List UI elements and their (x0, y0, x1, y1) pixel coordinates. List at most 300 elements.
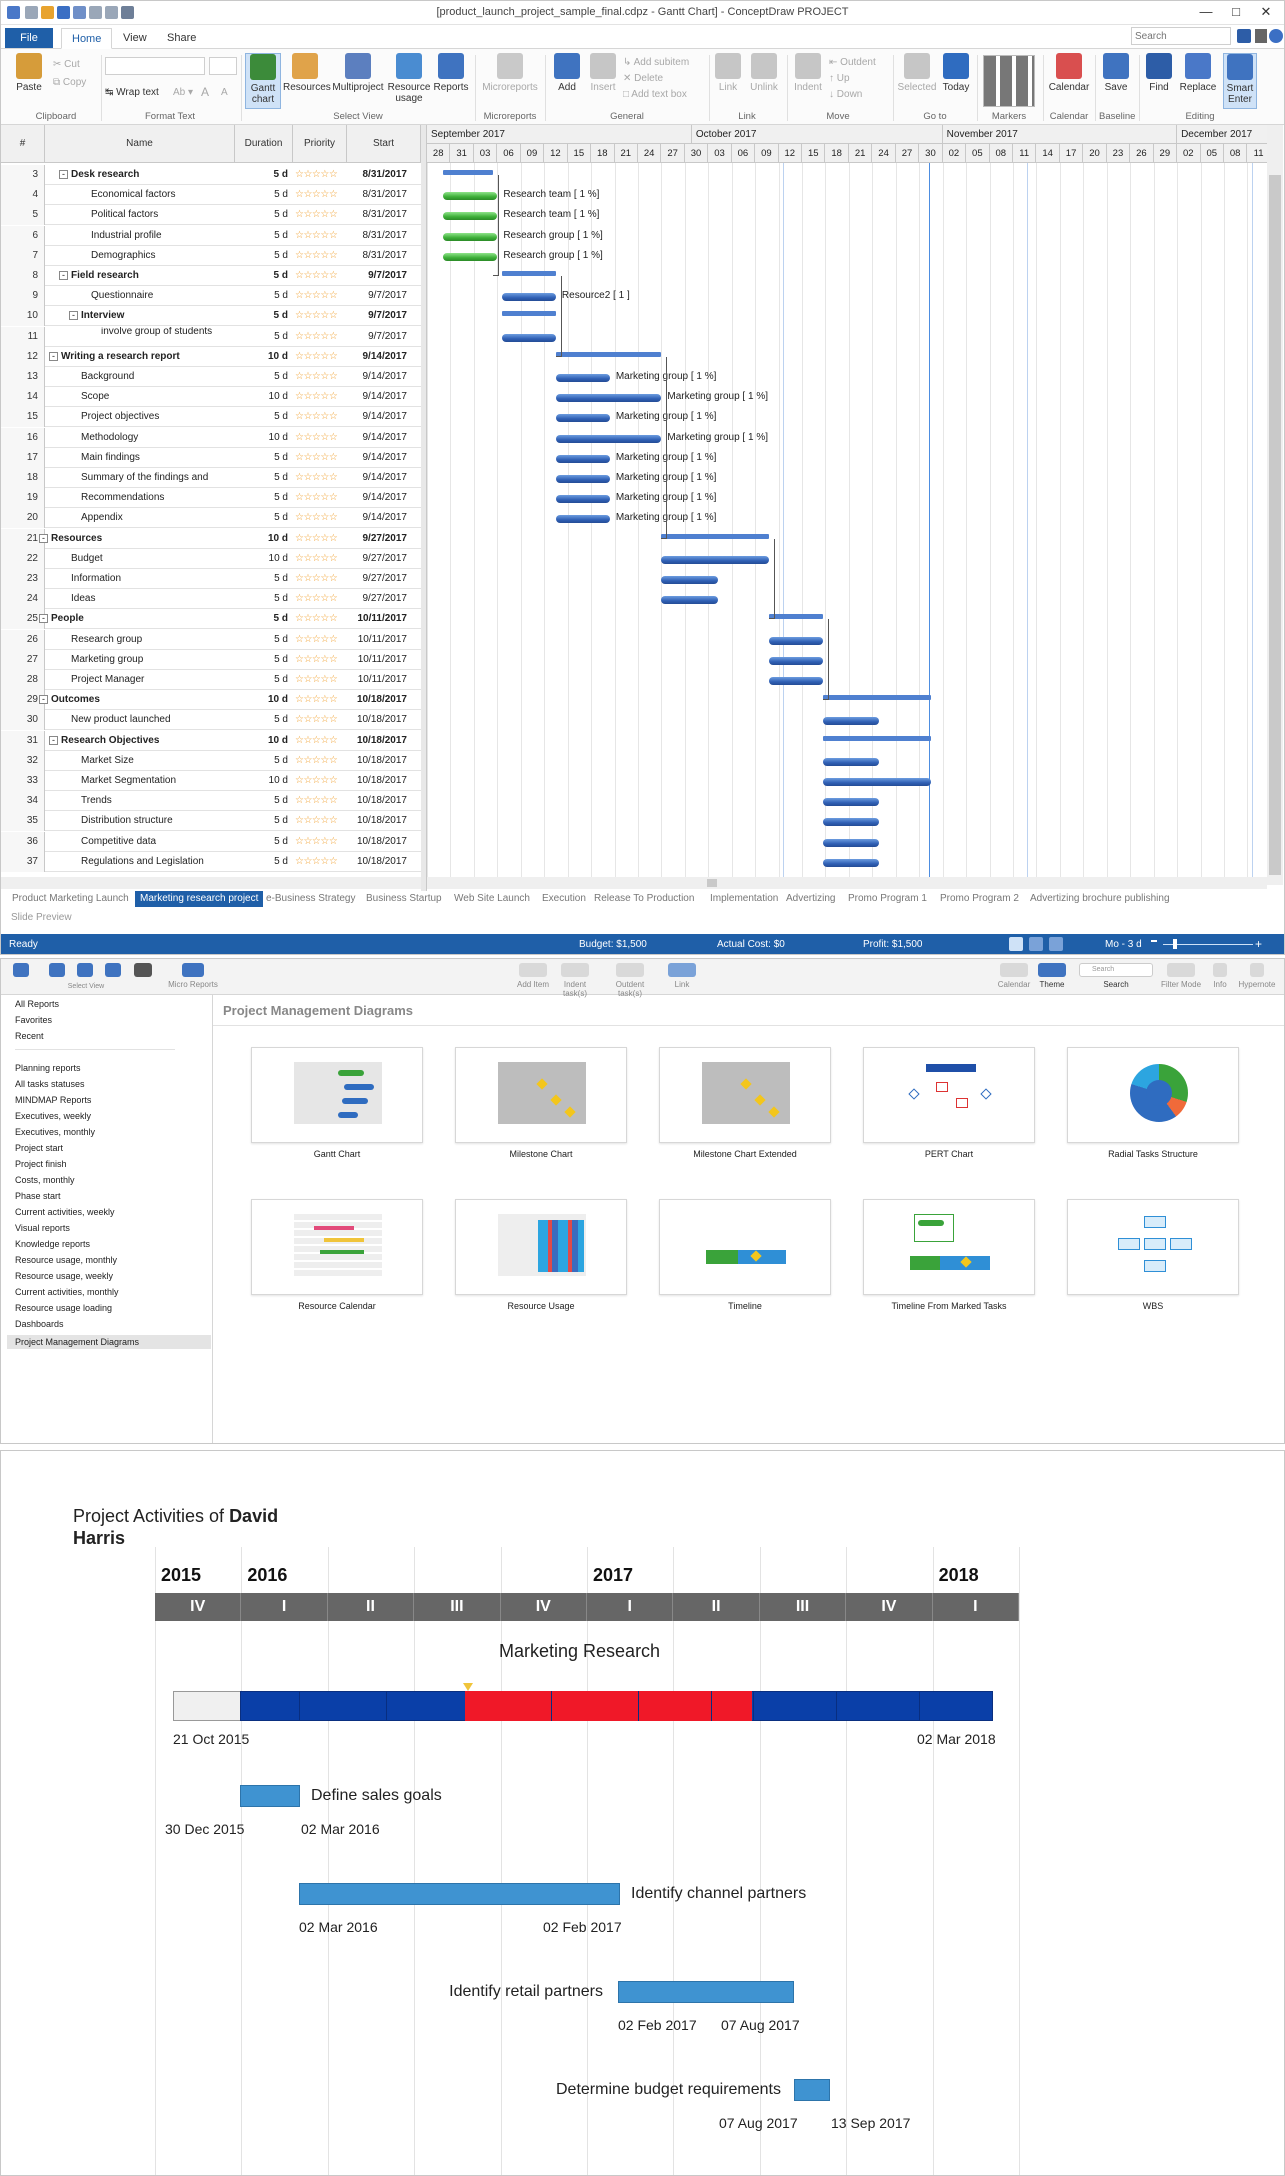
task-start[interactable]: 8/31/2017 (362, 189, 407, 201)
copy-button[interactable]: ⧉ Copy (53, 77, 87, 88)
summary-bar[interactable] (556, 352, 661, 357)
task-start[interactable]: 9/14/2017 (362, 371, 407, 382)
collapse-toggle-icon[interactable]: - (59, 170, 68, 179)
tab-share[interactable]: Share (167, 32, 197, 44)
task-name[interactable]: Market Size (81, 754, 134, 766)
task-name[interactable]: Interview (81, 310, 125, 322)
markers-gallery[interactable] (983, 55, 1035, 107)
task-start[interactable]: 10/11/2017 (357, 633, 407, 645)
nav-item[interactable]: Planning reports (15, 1063, 81, 1073)
task-start[interactable]: 10/18/2017 (356, 855, 407, 867)
priority-stars[interactable]: ☆☆☆☆☆ (295, 835, 338, 847)
task-start[interactable]: 9/27/2017 (362, 552, 407, 564)
task-row[interactable] (1, 367, 421, 387)
nav-item[interactable]: Resource usage, weekly (15, 1271, 114, 1281)
task-bar[interactable] (443, 192, 497, 200)
priority-stars[interactable]: ☆☆☆☆☆ (295, 532, 338, 544)
font-shrink-icon[interactable]: A (221, 87, 228, 98)
task-row[interactable] (1, 811, 421, 831)
priority-stars[interactable]: ☆☆☆☆☆ (295, 209, 338, 221)
task-row[interactable] (1, 407, 421, 427)
task-name[interactable]: Marketing group (71, 653, 144, 665)
task-name[interactable]: Competitive data (81, 835, 157, 847)
resource-usage-button[interactable]: Resource usage (387, 53, 431, 104)
task-row[interactable] (1, 549, 421, 569)
nav-item[interactable]: Resource usage, monthly (15, 1255, 118, 1265)
outdent-button[interactable]: ⇤ Outdent (829, 57, 876, 68)
priority-stars[interactable]: ☆☆☆☆☆ (295, 431, 338, 443)
task-duration[interactable]: 5 d (274, 795, 288, 807)
close-button[interactable]: ✕ (1260, 4, 1272, 19)
priority-stars[interactable]: ☆☆☆☆☆ (295, 229, 338, 241)
task-duration[interactable]: 5 d (274, 330, 288, 342)
priority-stars[interactable]: ☆☆☆☆☆ (295, 189, 338, 201)
task-duration[interactable]: 5 d (274, 754, 288, 766)
nav-item[interactable]: Resource usage loading (15, 1303, 113, 1313)
binoculars-icon[interactable] (1237, 29, 1251, 43)
task-name[interactable]: Recommendations (81, 492, 165, 504)
info-button[interactable]: Info (1207, 963, 1233, 989)
priority-stars[interactable]: ☆☆☆☆☆ (295, 552, 338, 564)
unlink-button[interactable]: Unlink (747, 53, 781, 93)
priority-stars[interactable]: ☆☆☆☆☆ (295, 310, 338, 322)
tab-home[interactable]: Home (61, 28, 112, 49)
task-bar[interactable] (823, 818, 879, 826)
nav-item[interactable]: All tasks statuses (15, 1079, 85, 1089)
priority-stars[interactable]: ☆☆☆☆☆ (295, 694, 338, 706)
task-name[interactable]: Desk research (71, 169, 140, 180)
task-duration[interactable]: 5 d (274, 573, 288, 584)
add-item-button[interactable]: Add Item (513, 963, 553, 989)
filter-mode-button[interactable]: Filter Mode (1161, 963, 1201, 989)
priority-stars[interactable]: ☆☆☆☆☆ (295, 714, 338, 726)
add-subitem-button[interactable]: ↳ Add subitem (623, 57, 690, 68)
task-name[interactable]: Political factors (91, 209, 159, 221)
diagram-card[interactable] (863, 1047, 1035, 1143)
task-row[interactable] (1, 286, 421, 306)
task-bar[interactable] (661, 596, 717, 604)
task-duration[interactable]: 10 d (268, 431, 288, 443)
task-duration[interactable]: 5 d (274, 411, 288, 423)
task-start[interactable]: 9/14/2017 (362, 512, 407, 524)
view-gantt-icon[interactable] (1029, 937, 1043, 951)
task-duration[interactable]: 5 d (274, 189, 288, 201)
task-start[interactable]: 8/31/2017 (362, 229, 407, 241)
column-name[interactable]: Name (45, 125, 235, 163)
task-start[interactable]: 10/11/2017 (357, 674, 407, 685)
insert-button[interactable]: Insert (585, 53, 621, 93)
font-size-select[interactable] (209, 57, 237, 75)
nav-item[interactable]: Costs, monthly (15, 1175, 75, 1185)
task-duration[interactable]: 5 d (273, 310, 288, 322)
task-row[interactable] (1, 690, 421, 710)
smart-enter-button[interactable]: Smart Enter (1223, 53, 1257, 109)
sheet-tab[interactable]: Advertizing (786, 893, 836, 904)
task-row[interactable] (1, 488, 421, 508)
task-duration[interactable]: 5 d (274, 249, 288, 261)
task-name[interactable]: Summary of the findings and (81, 472, 209, 483)
task-name[interactable]: Writing a research report (61, 350, 180, 362)
task-start[interactable]: 8/31/2017 (362, 249, 407, 261)
task-name[interactable]: New product launched (71, 714, 171, 726)
diagram-card[interactable] (659, 1199, 831, 1295)
priority-stars[interactable]: ☆☆☆☆☆ (295, 593, 338, 605)
task-name[interactable]: Field research (71, 270, 139, 281)
grid-horizontal-scrollbar[interactable] (1, 877, 421, 889)
priority-stars[interactable]: ☆☆☆☆☆ (295, 270, 338, 281)
task-name[interactable]: Market Segmentation (81, 775, 177, 786)
task-bar[interactable] (618, 1981, 794, 2003)
view-normal-icon[interactable] (1009, 937, 1023, 951)
search-input[interactable] (1131, 27, 1231, 45)
task-bar[interactable] (556, 495, 610, 503)
priority-stars[interactable]: ☆☆☆☆☆ (295, 350, 338, 362)
task-start[interactable]: 9/14/2017 (362, 492, 407, 504)
sheet-tab[interactable]: Execution (542, 893, 586, 904)
zoom-in-icon[interactable]: + (1255, 937, 1263, 951)
summary-bar[interactable] (661, 534, 769, 539)
collapse-toggle-icon[interactable]: - (39, 534, 48, 543)
chart-horizontal-scrollbar[interactable] (427, 877, 1267, 889)
font-grow-icon[interactable]: A (201, 85, 210, 99)
task-start[interactable]: 10/18/2017 (356, 795, 407, 807)
task-start[interactable]: 10/18/2017 (356, 815, 407, 827)
task-row[interactable] (1, 428, 421, 448)
task-row[interactable] (1, 165, 421, 185)
move-up-button[interactable]: ↑ Up (829, 73, 850, 84)
task-start[interactable]: 9/27/2017 (362, 593, 407, 605)
help-icon[interactable] (1269, 29, 1283, 43)
task-name[interactable]: Background (81, 371, 135, 382)
task-start[interactable]: 9/14/2017 (362, 350, 407, 362)
priority-stars[interactable]: ☆☆☆☆☆ (295, 633, 338, 645)
task-bar[interactable] (769, 657, 823, 665)
task-duration[interactable]: 5 d (274, 593, 288, 605)
indent-button[interactable]: Indent (791, 53, 825, 93)
diagram-card[interactable] (1067, 1199, 1239, 1295)
vertical-scrollbar[interactable] (1267, 125, 1283, 885)
priority-stars[interactable]: ☆☆☆☆☆ (295, 330, 338, 342)
text-style-button[interactable]: Ab ▾ (173, 87, 194, 98)
task-duration[interactable]: 5 d (274, 512, 288, 524)
today-button[interactable]: Today (939, 53, 973, 93)
task-row[interactable] (1, 327, 421, 347)
diagram-card[interactable] (455, 1047, 627, 1143)
task-duration[interactable]: 5 d (274, 835, 288, 847)
priority-stars[interactable]: ☆☆☆☆☆ (295, 653, 338, 665)
task-bar[interactable] (556, 374, 610, 382)
task-duration[interactable]: 5 d (274, 451, 288, 463)
microreports-button[interactable]: Microreports (479, 53, 541, 93)
task-start[interactable]: 10/18/2017 (356, 835, 407, 847)
save-baseline-button[interactable]: Save (1099, 53, 1133, 93)
task-row[interactable] (1, 589, 421, 609)
diagram-card[interactable] (251, 1047, 423, 1143)
diagram-card[interactable] (659, 1047, 831, 1143)
nav-item[interactable]: Knowledge reports (15, 1239, 91, 1249)
sheet-tab[interactable]: e-Business Strategy (266, 893, 356, 904)
slide-preview[interactable]: Slide Preview (11, 912, 72, 923)
task-duration[interactable]: 10 d (268, 552, 288, 564)
task-row[interactable] (1, 246, 421, 266)
link-button[interactable]: Link (713, 53, 743, 93)
task-duration[interactable]: 5 d (274, 371, 288, 382)
task-row[interactable] (1, 205, 421, 225)
collapse-toggle-icon[interactable]: - (69, 311, 78, 320)
task-bar[interactable] (443, 212, 497, 220)
priority-stars[interactable]: ☆☆☆☆☆ (295, 512, 338, 524)
priority-stars[interactable]: ☆☆☆☆☆ (295, 492, 338, 504)
sheet-tab[interactable]: Marketing research project (135, 891, 263, 907)
diagram-card[interactable] (455, 1199, 627, 1295)
task-duration[interactable]: 5 d (274, 714, 288, 726)
task-duration[interactable]: 5 d (274, 633, 288, 645)
multiproject-button[interactable]: Multiproject (329, 53, 387, 93)
task-bar[interactable] (443, 253, 497, 261)
diagram-card[interactable] (1067, 1047, 1239, 1143)
task-bar[interactable] (661, 576, 717, 584)
task-duration[interactable]: 5 d (274, 674, 288, 685)
zoom-slider-handle[interactable] (1173, 939, 1177, 949)
task-start[interactable]: 10/18/2017 (356, 775, 407, 786)
task-bar[interactable] (823, 717, 879, 725)
today-line[interactable] (929, 163, 930, 877)
task-start[interactable]: 9/14/2017 (362, 411, 407, 423)
task-duration[interactable]: 10 d (268, 775, 288, 786)
reports-search-input[interactable]: Search (1079, 963, 1153, 977)
task-bar[interactable] (823, 839, 879, 847)
task-row[interactable] (1, 508, 421, 528)
task-duration[interactable]: 5 d (273, 613, 288, 625)
outdent-tasks-button[interactable]: Outdent task(s) (603, 963, 657, 998)
task-row[interactable] (1, 387, 421, 407)
task-name[interactable]: Research group (71, 633, 143, 645)
view-outline-icon[interactable] (47, 963, 67, 980)
nav-item[interactable]: Project Management Diagrams (7, 1335, 211, 1349)
summary-bar[interactable] (443, 170, 492, 175)
calendar-button[interactable]: Calendar (1047, 53, 1091, 93)
task-bar[interactable] (502, 293, 556, 301)
priority-stars[interactable]: ☆☆☆☆☆ (295, 411, 338, 423)
task-bar[interactable] (823, 859, 879, 867)
nav-item[interactable]: Project finish (15, 1159, 67, 1169)
task-start[interactable]: 9/27/2017 (362, 532, 407, 544)
task-row[interactable] (1, 650, 421, 670)
task-row[interactable] (1, 306, 421, 326)
sheet-tab[interactable]: Business Startup (366, 893, 442, 904)
find-button[interactable]: Find (1143, 53, 1175, 93)
priority-stars[interactable]: ☆☆☆☆☆ (295, 734, 338, 746)
minimize-button[interactable]: — (1199, 4, 1213, 19)
gantt-chart-button[interactable]: Gantt chart (245, 53, 281, 109)
view-reports-icon[interactable] (131, 963, 155, 980)
task-start[interactable]: 10/18/2017 (356, 734, 407, 746)
replace-button[interactable]: Replace (1177, 53, 1219, 93)
task-bar[interactable] (299, 1883, 620, 1905)
task-duration[interactable]: 5 d (273, 169, 288, 180)
hypernote-button[interactable]: Hypernote (1235, 963, 1279, 989)
task-bar[interactable] (443, 233, 497, 241)
task-duration[interactable]: 10 d (267, 734, 288, 746)
task-row[interactable] (1, 569, 421, 589)
paste-button[interactable]: Paste (9, 53, 49, 93)
task-bar[interactable] (661, 556, 769, 564)
add-button[interactable]: Add (549, 53, 585, 93)
task-duration[interactable]: 5 d (274, 290, 288, 302)
task-name[interactable]: Information (71, 573, 122, 584)
task-row[interactable] (1, 731, 421, 751)
task-bar[interactable] (769, 637, 823, 645)
priority-stars[interactable]: ☆☆☆☆☆ (295, 451, 338, 463)
task-bar[interactable] (502, 334, 556, 342)
zoom-out-icon[interactable] (1151, 940, 1157, 942)
priority-stars[interactable]: ☆☆☆☆☆ (295, 371, 338, 382)
priority-stars[interactable]: ☆☆☆☆☆ (295, 249, 338, 261)
resources-button[interactable]: Resources (283, 53, 327, 93)
link-tasks-button[interactable]: Link (665, 963, 699, 989)
task-bar[interactable] (794, 2079, 830, 2101)
priority-stars[interactable]: ☆☆☆☆☆ (295, 674, 338, 685)
diagram-card[interactable] (863, 1199, 1035, 1295)
nav-item[interactable]: Project start (15, 1143, 64, 1153)
task-duration[interactable]: 5 d (274, 209, 288, 221)
theme-button[interactable]: Theme (1035, 963, 1069, 989)
view-resources-icon[interactable] (75, 963, 95, 980)
priority-stars[interactable]: ☆☆☆☆☆ (295, 472, 338, 483)
font-family-select[interactable] (105, 57, 205, 75)
search-box[interactable]: Search Search (1077, 963, 1155, 989)
task-name[interactable]: Methodology (81, 431, 139, 443)
task-bar[interactable] (823, 798, 879, 806)
column-number[interactable]: # (1, 125, 45, 163)
nav-item[interactable]: Phase start (15, 1191, 61, 1201)
task-name[interactable]: Ideas (71, 593, 96, 605)
task-start[interactable]: 10/18/2017 (356, 694, 407, 706)
priority-stars[interactable]: ☆☆☆☆☆ (295, 855, 338, 867)
task-start[interactable]: 9/27/2017 (362, 573, 407, 584)
cut-button[interactable]: ✂ Cut (53, 59, 80, 70)
task-start[interactable]: 10/11/2017 (357, 653, 407, 665)
summary-bar[interactable] (769, 614, 823, 619)
task-start[interactable]: 10/18/2017 (356, 754, 407, 766)
sheet-tab[interactable]: Web Site Launch (454, 893, 530, 904)
task-name[interactable]: Project Manager (71, 674, 145, 685)
task-row[interactable] (1, 710, 421, 730)
task-row[interactable] (1, 468, 421, 488)
sheet-tab[interactable]: Promo Program 1 (848, 893, 927, 904)
task-duration[interactable]: 10 d (267, 532, 288, 544)
task-name[interactable]: Distribution structure (81, 815, 173, 827)
micro-reports-button[interactable]: Micro Reports (167, 963, 219, 989)
task-name[interactable]: Trends (81, 795, 112, 807)
collapse-toggle-icon[interactable]: - (49, 736, 58, 745)
task-row[interactable] (1, 771, 421, 791)
task-start[interactable]: 10/18/2017 (356, 714, 407, 726)
task-name[interactable]: Main findings (81, 451, 140, 463)
task-start[interactable]: 8/31/2017 (362, 169, 407, 180)
calendar-toolbar-button[interactable]: Calendar (995, 963, 1033, 989)
task-name[interactable]: Resources (51, 532, 103, 544)
task-bar[interactable] (769, 677, 823, 685)
task-start[interactable]: 9/7/2017 (368, 290, 407, 302)
add-text-box-button[interactable]: □ Add text box (623, 89, 687, 100)
task-name[interactable]: involve group of students (101, 326, 213, 337)
sheet-tab[interactable]: Product Marketing Launch (12, 893, 129, 904)
task-bar[interactable] (556, 414, 610, 422)
tab-file[interactable]: File (5, 28, 53, 48)
vertical-scroll-thumb[interactable] (1269, 175, 1281, 875)
task-start[interactable]: 10/11/2017 (357, 613, 407, 625)
task-row[interactable] (1, 630, 421, 650)
priority-stars[interactable]: ☆☆☆☆☆ (295, 815, 338, 827)
collapse-toggle-icon[interactable]: - (49, 352, 58, 361)
task-name[interactable]: Regulations and Legislation (81, 855, 204, 867)
sheet-tab[interactable]: Implementation (710, 893, 779, 904)
summary-bar[interactable] (502, 311, 556, 316)
task-row[interactable] (1, 791, 421, 811)
nav-item[interactable]: All Reports (15, 999, 60, 1009)
sheet-tab[interactable]: Promo Program 2 (940, 893, 1019, 904)
task-name[interactable]: Economical factors (91, 189, 176, 201)
task-duration[interactable]: 5 d (273, 270, 288, 281)
collapse-toggle-icon[interactable]: - (59, 271, 68, 280)
task-row[interactable] (1, 226, 421, 246)
task-name[interactable]: Appendix (81, 512, 123, 524)
task-row[interactable] (1, 852, 421, 872)
task-name[interactable]: Budget (71, 552, 103, 564)
task-name[interactable]: Scope (81, 391, 110, 403)
task-name[interactable]: Project objectives (81, 411, 160, 423)
task-bar[interactable] (556, 475, 610, 483)
task-bar[interactable] (556, 455, 610, 463)
diagram-card[interactable] (251, 1199, 423, 1295)
collapse-toggle-icon[interactable]: - (39, 614, 48, 623)
nav-item[interactable]: Visual reports (15, 1223, 70, 1233)
nav-item[interactable]: Executives, monthly (15, 1127, 96, 1137)
wrap-text-button[interactable]: ↹ Wrap text (105, 87, 159, 98)
nav-item[interactable]: MINDMAP Reports (15, 1095, 92, 1105)
task-duration[interactable]: 10 d (267, 694, 288, 706)
options-icon[interactable] (1255, 29, 1267, 43)
nav-item[interactable]: Recent (15, 1031, 44, 1041)
nav-item[interactable]: Current activities, monthly (15, 1287, 119, 1297)
summary-bar[interactable] (502, 271, 556, 276)
priority-stars[interactable]: ☆☆☆☆☆ (295, 754, 338, 766)
task-row[interactable] (1, 751, 421, 771)
task-bar[interactable] (823, 778, 931, 786)
priority-stars[interactable]: ☆☆☆☆☆ (295, 169, 338, 180)
task-name[interactable]: Research Objectives (61, 734, 160, 746)
task-name[interactable]: Demographics (91, 249, 156, 261)
priority-stars[interactable]: ☆☆☆☆☆ (295, 795, 338, 807)
task-start[interactable]: 9/14/2017 (362, 472, 407, 483)
view-chart-icon[interactable] (1049, 937, 1063, 951)
nav-item[interactable]: Executives, weekly (15, 1111, 92, 1121)
task-duration[interactable]: 5 d (274, 492, 288, 504)
sheet-tab[interactable]: Advertizing brochure publishing (1030, 893, 1170, 904)
task-duration[interactable]: 5 d (274, 855, 288, 867)
column-start[interactable]: Start (347, 125, 421, 163)
task-duration[interactable]: 5 d (274, 472, 288, 483)
maximize-button[interactable]: □ (1232, 4, 1240, 19)
priority-stars[interactable]: ☆☆☆☆☆ (295, 613, 338, 625)
task-start[interactable]: 9/14/2017 (362, 431, 407, 443)
move-down-button[interactable]: ↓ Down (829, 89, 863, 100)
sheet-tab[interactable]: Release To Production (594, 893, 695, 904)
summary-bar[interactable] (823, 695, 931, 700)
column-priority[interactable]: Priority (293, 125, 347, 163)
task-duration[interactable]: 5 d (274, 229, 288, 241)
